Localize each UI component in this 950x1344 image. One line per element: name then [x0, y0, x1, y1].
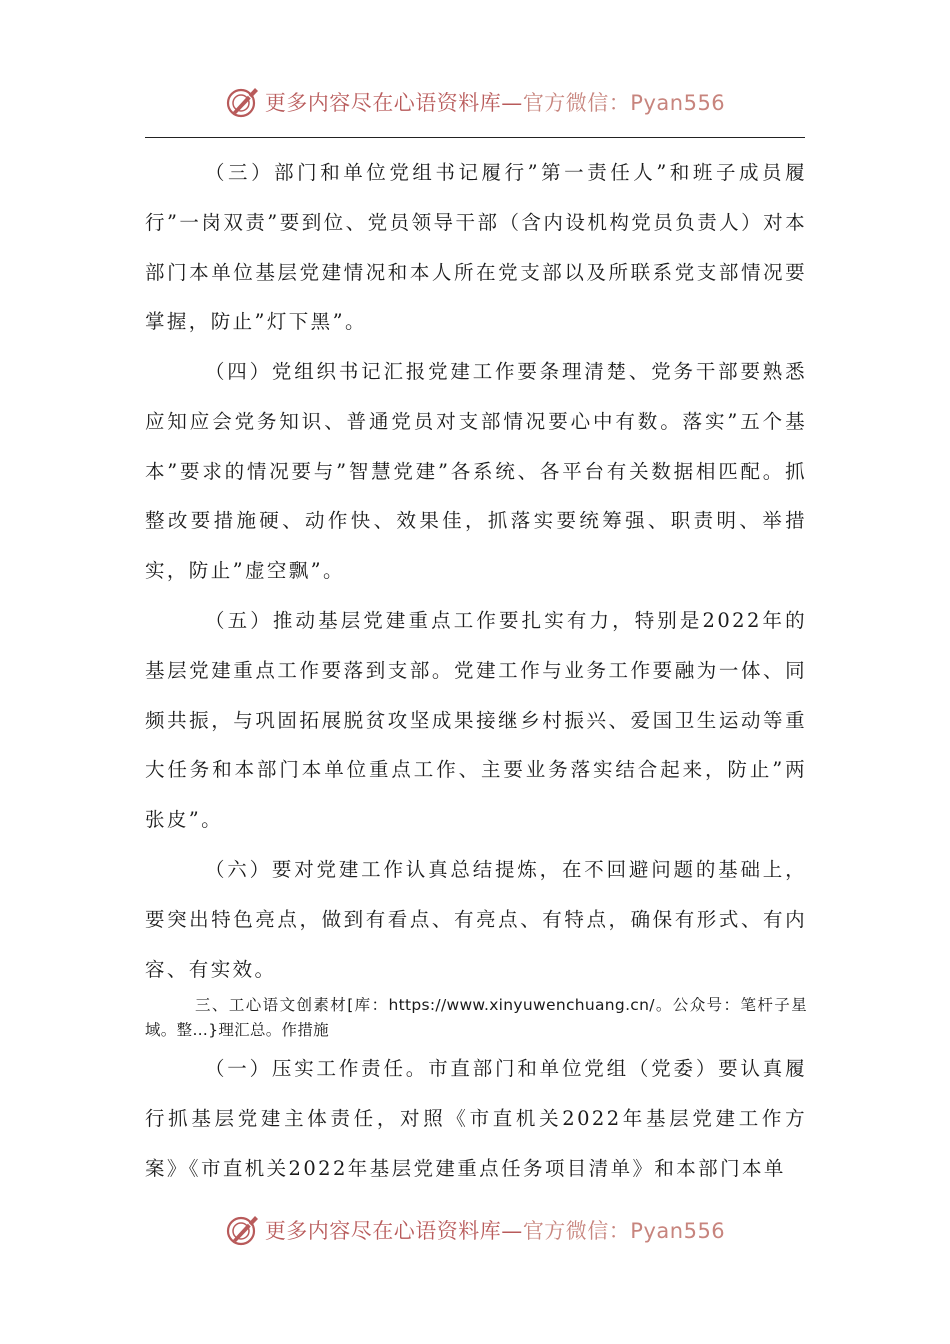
header-banner-text: 更多内容尽在心语资料库—官方微信：Pyan556	[264, 91, 726, 115]
header-banner	[0, 80, 950, 124]
pen-feather-icon	[225, 1212, 261, 1248]
section-three-heading: 三、工心语文创素材[库：https://www.xinyuwenchuang.cn/。公众号：笔杆子星域。整…}理汇总。作措施	[145, 996, 807, 1039]
paragraph-5: （五）推动基层党建重点工作要扎实有力，特别是2022年的基层党建重点工作要落到支部。党建工作与业务工作要融为一体、同频共振，与巩固拓展脱贫攻坚成果接继乡村振兴、爱国卫生运动等重大任务和本部门本单位重点工作、主要业务落实结合起来，防止”两张皮”。	[145, 609, 807, 832]
paragraph-3: （三）部门和单位党组书记履行”第一责任人”和班子成员履行”一岗双责”要到位、党员领导干部（含内设机构党员负责人）对本部门本单位基层党建情况和本人所在党支部以及所联系党支部情况要掌握，防止”灯下黑”。	[145, 161, 807, 334]
paragraph-4: （四）党组织书记汇报党建工作要条理清楚、党务干部要熟悉应知应会党务知识、普通党员对支部情况要心中有数。落实”五个基本”要求的情况要与”智慧党建”各系统、各平台有关数据相匹配。抓整改要措施硬、动作快、效果佳，抓落实要统筹强、职责明、举措实，防止”虚空飘”。	[145, 360, 807, 583]
header-divider	[145, 137, 805, 138]
paragraph-6: （六）要对党建工作认真总结提炼，在不回避问题的基础上，要突出特色亮点，做到有看点、有亮点、有特点，确保有形式、有内容、有实效。	[145, 858, 807, 981]
paragraph-measure-1: （一）压实工作责任。市直部门和单位党组（党委）要认真履行抓基层党建主体责任，对照《市直机关2022年基层党建工作方案》《市直机关2022年基层党建重点任务项目清单》和本部门本单	[145, 1057, 807, 1180]
footer-banner	[0, 1208, 950, 1252]
pen-feather-icon	[225, 84, 261, 120]
footer-banner-text: 更多内容尽在心语资料库—官方微信：Pyan556	[264, 1219, 726, 1243]
